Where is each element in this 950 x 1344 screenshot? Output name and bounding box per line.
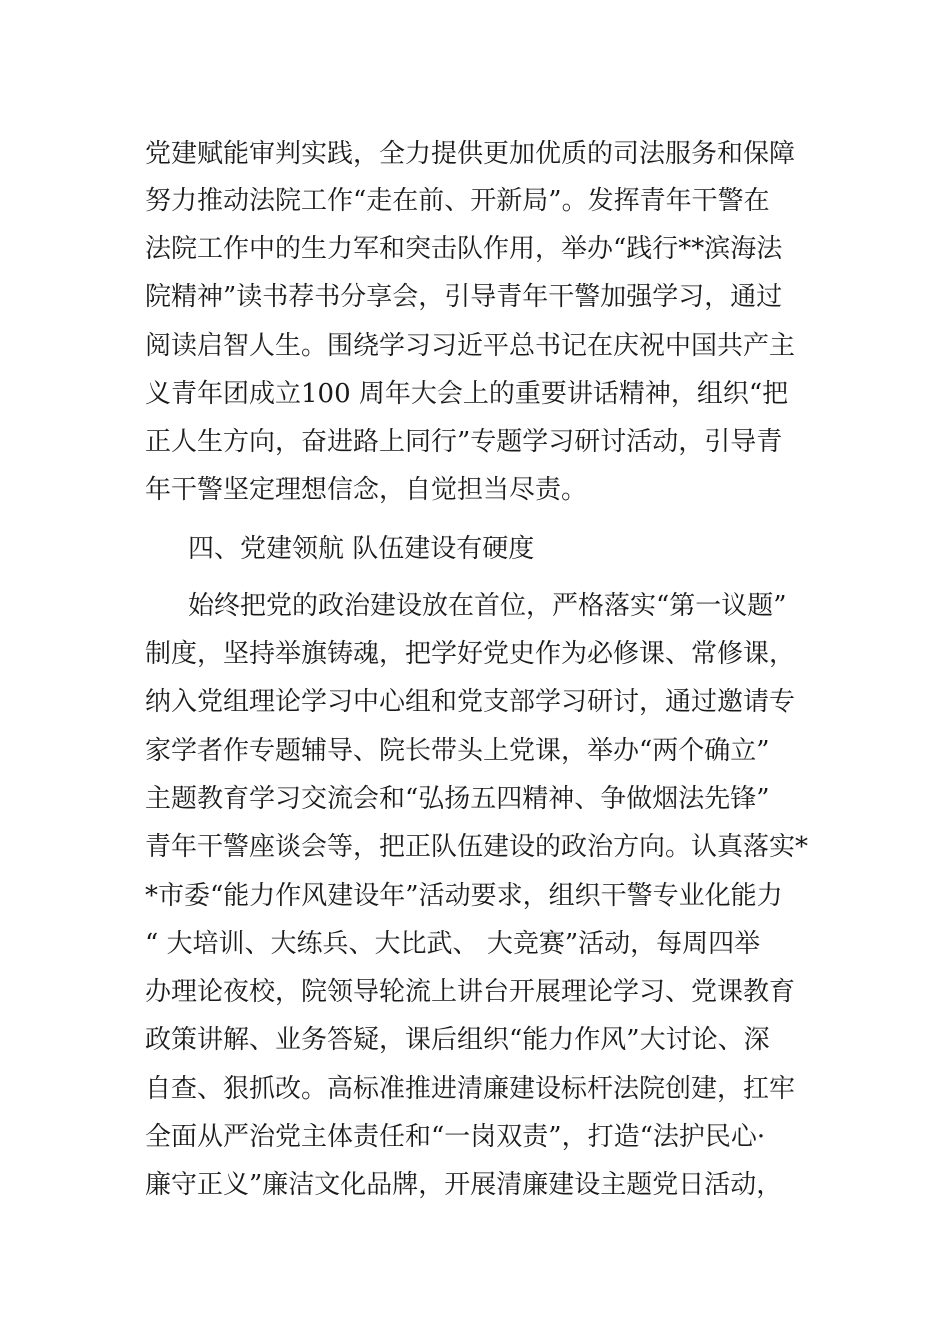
text-line: 廉守正义”廉洁文化品牌，开展清廉建设主题党日活动，: [145, 1170, 783, 1200]
text-line: 全面从严治党主体责任和“一岗双责”，打造“法护民心·: [145, 1122, 766, 1152]
text-line: 年干警坚定理想信念，自觉担当尽责。: [145, 475, 588, 505]
text-line: 纳入党组理论学习中心组和党支部学习研讨，通过邀请专: [145, 687, 796, 717]
paragraph-first-line: 始终把党的政治建设放在首位，严格落实“第一议题”: [188, 591, 787, 621]
text-line: 青年干警座谈会等，把正队伍建设的政治方向。认真落实*: [145, 832, 809, 862]
text-line: 党建赋能审判实践，全力提供更加优质的司法服务和保障: [145, 139, 796, 169]
text-line: 政策讲解、业务答疑，课后组织“能力作风”大讨论、深: [145, 1025, 770, 1055]
text-line: “ 大培训、大练兵、大比武、 大竞赛”活动，每周四举: [145, 929, 761, 959]
text-line: 自查、狠抓改。高标准推进清廉建设标杆法院创建，扛牢: [145, 1074, 796, 1104]
text-line: *市委“能力作风建设年”活动要求，组织干警专业化能力: [145, 881, 783, 911]
text-line: 院精神”读书荐书分享会，引导青年干警加强学习，通过: [145, 282, 783, 312]
text-line: 努力推动法院工作“走在前、开新局”。发挥青年干警在: [145, 186, 770, 216]
text-line: 办理论夜校，院领导轮流上讲台开展理论学习、党课教育: [145, 977, 796, 1007]
text-line: 阅读启智人生。围绕学习习近平总书记在庆祝中国共产主: [145, 331, 796, 361]
text-line: 法院工作中的生力军和突击队作用，举办“践行**滨海法: [145, 234, 783, 264]
text-line: 制度，坚持举旗铸魂，把学好党史作为必修课、常修课，: [145, 639, 796, 669]
text-line: 家学者作专题辅导、院长带头上党课，举办“两个确立”: [145, 736, 770, 766]
text-line: 义青年团成立100 周年大会上的重要讲话精神，组织“把: [145, 379, 789, 409]
section-heading: 四、党建领航 队伍建设有硬度: [188, 534, 535, 564]
text-line: 正人生方向，奋进路上同行”专题学习研讨活动，引导青: [145, 427, 783, 457]
text-line: 主题教育学习交流会和“弘扬五四精神、争做烟法先锋”: [145, 784, 770, 814]
